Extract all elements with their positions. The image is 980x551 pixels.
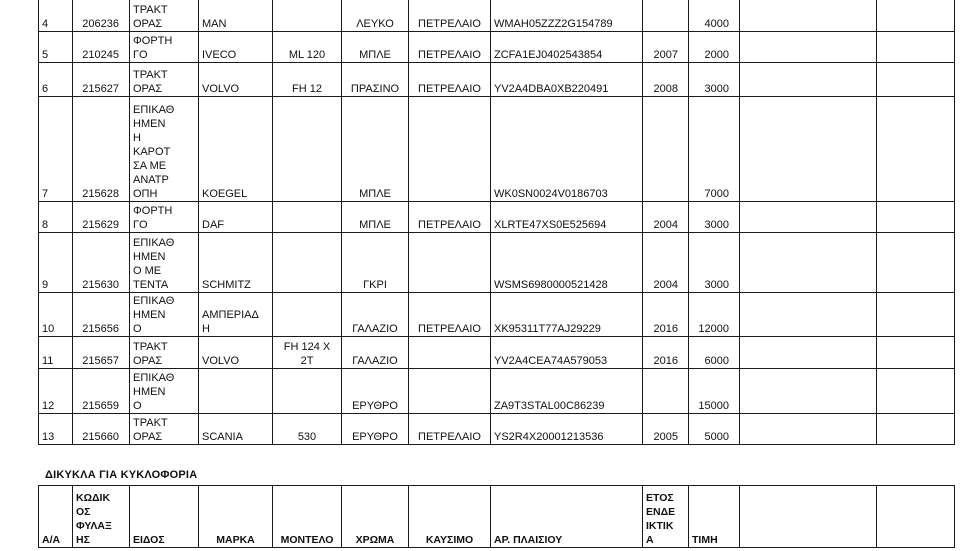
header-year: ΕΤΟΣ ΕΝΔΕ ΙΚΤΙΚ Α [643,486,689,548]
cell-brand: VOLVO [199,63,273,97]
cell-aa: 9 [39,233,73,293]
cell-chassis: XK95311T77AJ29229 [491,293,643,337]
cell-aa: 6 [39,63,73,97]
cell-color: ΓΑΛΑΖΙΟ [342,337,409,369]
cell-code: 215656 [73,293,130,337]
header-model: ΜΟΝΤΕΛΟ [273,486,342,548]
cell-chassis: YV2A4DBA0XB220491 [491,63,643,97]
cell-year: 2016 [643,337,689,369]
table-row [39,0,955,32]
cell-code: 215660 [73,414,130,445]
cell-year: 2005 [643,414,689,445]
cell-fuel [409,337,491,369]
header-fuel: ΚΑΥΣΙΜΟ [409,486,491,548]
cell-price: 12000 [689,293,740,337]
cell-fuel: ΠΕΤΡΕΛΑΙΟ [409,202,491,233]
cell-empty [877,337,955,369]
cell-color: ΜΠΛΕ [342,97,409,202]
cell-empty [740,293,877,337]
cell-brand: SCANIA [199,414,273,445]
cell-empty [740,202,877,233]
cell-type: ΤΡΑΚΤ ΟΡΑΣ [130,0,199,32]
cell-year: 2004 [643,233,689,293]
cell-type: ΕΠΙΚΑΘ ΗΜΕΝ Ο ΜΕ ΤΕΝΤΑ [130,233,199,293]
cell-empty [877,97,955,202]
table-row [39,97,955,202]
cell-chassis: ZCFA1EJ0402543854 [491,32,643,63]
cell-empty [877,369,955,414]
cell-empty [740,233,877,293]
cell-year: 2008 [643,63,689,97]
cell-year [643,97,689,202]
table-header-row [39,486,955,548]
cell-code: 215659 [73,369,130,414]
cell-model: FH 124 X 2T [273,337,342,369]
cell-model [273,369,342,414]
cell-year: 2007 [643,32,689,63]
cell-code: 210245 [73,32,130,63]
cell-empty [877,63,955,97]
cell-price: 3000 [689,202,740,233]
header-empty-1 [740,486,877,548]
cell-type: ΦΟΡΤΗ ΓΟ [130,202,199,233]
header-color: ΧΡΩΜΑ [342,486,409,548]
cell-fuel: ΠΕΤΡΕΛΑΙΟ [409,0,491,32]
cell-price: 7000 [689,97,740,202]
cell-model [273,0,342,32]
cell-empty [740,0,877,32]
cell-aa: 8 [39,202,73,233]
header-type: ΕΙΔΟΣ [130,486,199,548]
header-brand: ΜΑΡΚΑ [199,486,273,548]
cell-model [273,97,342,202]
cell-year [643,369,689,414]
cell-code: 215657 [73,337,130,369]
cell-chassis: YV2A4CEA74A579053 [491,337,643,369]
cell-fuel: ΠΕΤΡΕΛΑΙΟ [409,63,491,97]
cell-color: ΕΡΥΘΡΟ [342,414,409,445]
cell-empty [740,337,877,369]
cell-model: FH 12 [273,63,342,97]
cell-empty [877,233,955,293]
cell-year: 2016 [643,293,689,337]
cell-fuel: ΠΕΤΡΕΛΑΙΟ [409,293,491,337]
cell-price: 6000 [689,337,740,369]
cell-fuel [409,97,491,202]
vehicles-table-body [39,0,955,445]
cell-color: ΜΠΛΕ [342,202,409,233]
cell-type: ΕΠΙΚΑΘ ΗΜΕΝ Η ΚΑΡΟΤ ΣΑ ΜΕ ΑΝΑΤΡ ΟΠΗ [130,97,199,202]
cell-price: 5000 [689,414,740,445]
cell-brand: ΑΜΠΕΡΙΑΔ Η [199,293,273,337]
cell-type: ΕΠΙΚΑΘ ΗΜΕΝ Ο [130,369,199,414]
cell-brand: IVECO [199,32,273,63]
cell-aa: 5 [39,32,73,63]
cell-empty [740,97,877,202]
cell-chassis: WK0SN0024V0186703 [491,97,643,202]
header-empty-2 [877,486,955,548]
cell-brand: MAN [199,0,273,32]
cell-code: 215628 [73,97,130,202]
cell-type: ΤΡΑΚΤ ΟΡΑΣ [130,337,199,369]
cell-empty [877,202,955,233]
cell-fuel [409,233,491,293]
cell-model: 530 [273,414,342,445]
cell-color: ΠΡΑΣΙΝΟ [342,63,409,97]
cell-color: ΜΠΛΕ [342,32,409,63]
cell-model [273,202,342,233]
table-row [39,233,955,293]
table-row [39,369,955,414]
header-aa: Α/Α [39,486,73,548]
section-heading: ΔΙΚΥΚΛΑ ΓΙΑ ΚΥΚΛΟΦΟΡΙΑ [45,469,198,481]
table-row [39,337,955,369]
cell-color: ΓΚΡΙ [342,233,409,293]
cell-color: ΓΑΛΑΖΙΟ [342,293,409,337]
cell-year [643,0,689,32]
cell-brand: KOEGEL [199,97,273,202]
cell-type: ΤΡΑΚΤ ΟΡΑΣ [130,414,199,445]
cell-chassis: ZA9T3STAL00C86239 [491,369,643,414]
cell-chassis: WSMS6980000521428 [491,233,643,293]
cell-chassis: XLRTE47XS0E525694 [491,202,643,233]
cell-type: ΤΡΑΚΤ ΟΡΑΣ [130,63,199,97]
cell-fuel [409,369,491,414]
cell-price: 15000 [689,369,740,414]
cell-aa: 11 [39,337,73,369]
cell-empty [877,32,955,63]
cell-aa: 13 [39,414,73,445]
cell-price: 2000 [689,32,740,63]
cell-code: 206236 [73,0,130,32]
cell-brand [199,369,273,414]
cell-model: ML 120 [273,32,342,63]
cell-type: ΦΟΡΤΗ ΓΟ [130,32,199,63]
table-row [39,293,955,337]
cell-brand: VOLVO [199,337,273,369]
cell-model [273,293,342,337]
cell-code: 215627 [73,63,130,97]
header-price: ΤΙΜΗ [689,486,740,548]
cell-color: ΛΕΥΚΟ [342,0,409,32]
table-row [39,202,955,233]
cell-price: 4000 [689,0,740,32]
table-row [39,414,955,445]
cell-price: 3000 [689,63,740,97]
motorcycles-table [38,485,955,548]
header-code: ΚΩΔΙΚ ΟΣ ΦΥΛΑΞ ΗΣ [73,486,130,548]
cell-empty [740,414,877,445]
vehicles-table [38,0,955,445]
cell-aa: 7 [39,97,73,202]
cell-empty [740,369,877,414]
cell-brand: SCHMITZ [199,233,273,293]
table-row [39,32,955,63]
cell-type: ΕΠΙΚΑΘ ΗΜΕΝ Ο [130,293,199,337]
table-row [39,63,955,97]
cell-price: 3000 [689,233,740,293]
cell-chassis: YS2R4X20001213536 [491,414,643,445]
cell-empty [740,63,877,97]
cell-brand: DAF [199,202,273,233]
cell-empty [877,414,955,445]
cell-code: 215630 [73,233,130,293]
cell-empty [877,293,955,337]
cell-aa: 12 [39,369,73,414]
cell-aa: 10 [39,293,73,337]
cell-year: 2004 [643,202,689,233]
cell-model [273,233,342,293]
cell-aa: 4 [39,0,73,32]
cell-color: ΕΡΥΘΡΟ [342,369,409,414]
cell-code: 215629 [73,202,130,233]
cell-chassis: WMAH05ZZZ2G154789 [491,0,643,32]
cell-empty [877,0,955,32]
cell-empty [740,32,877,63]
cell-fuel: ΠΕΤΡΕΛΑΙΟ [409,32,491,63]
cell-fuel: ΠΕΤΡΕΛΑΙΟ [409,414,491,445]
header-chassis: ΑΡ. ΠΛΑΙΣΙΟΥ [491,486,643,548]
